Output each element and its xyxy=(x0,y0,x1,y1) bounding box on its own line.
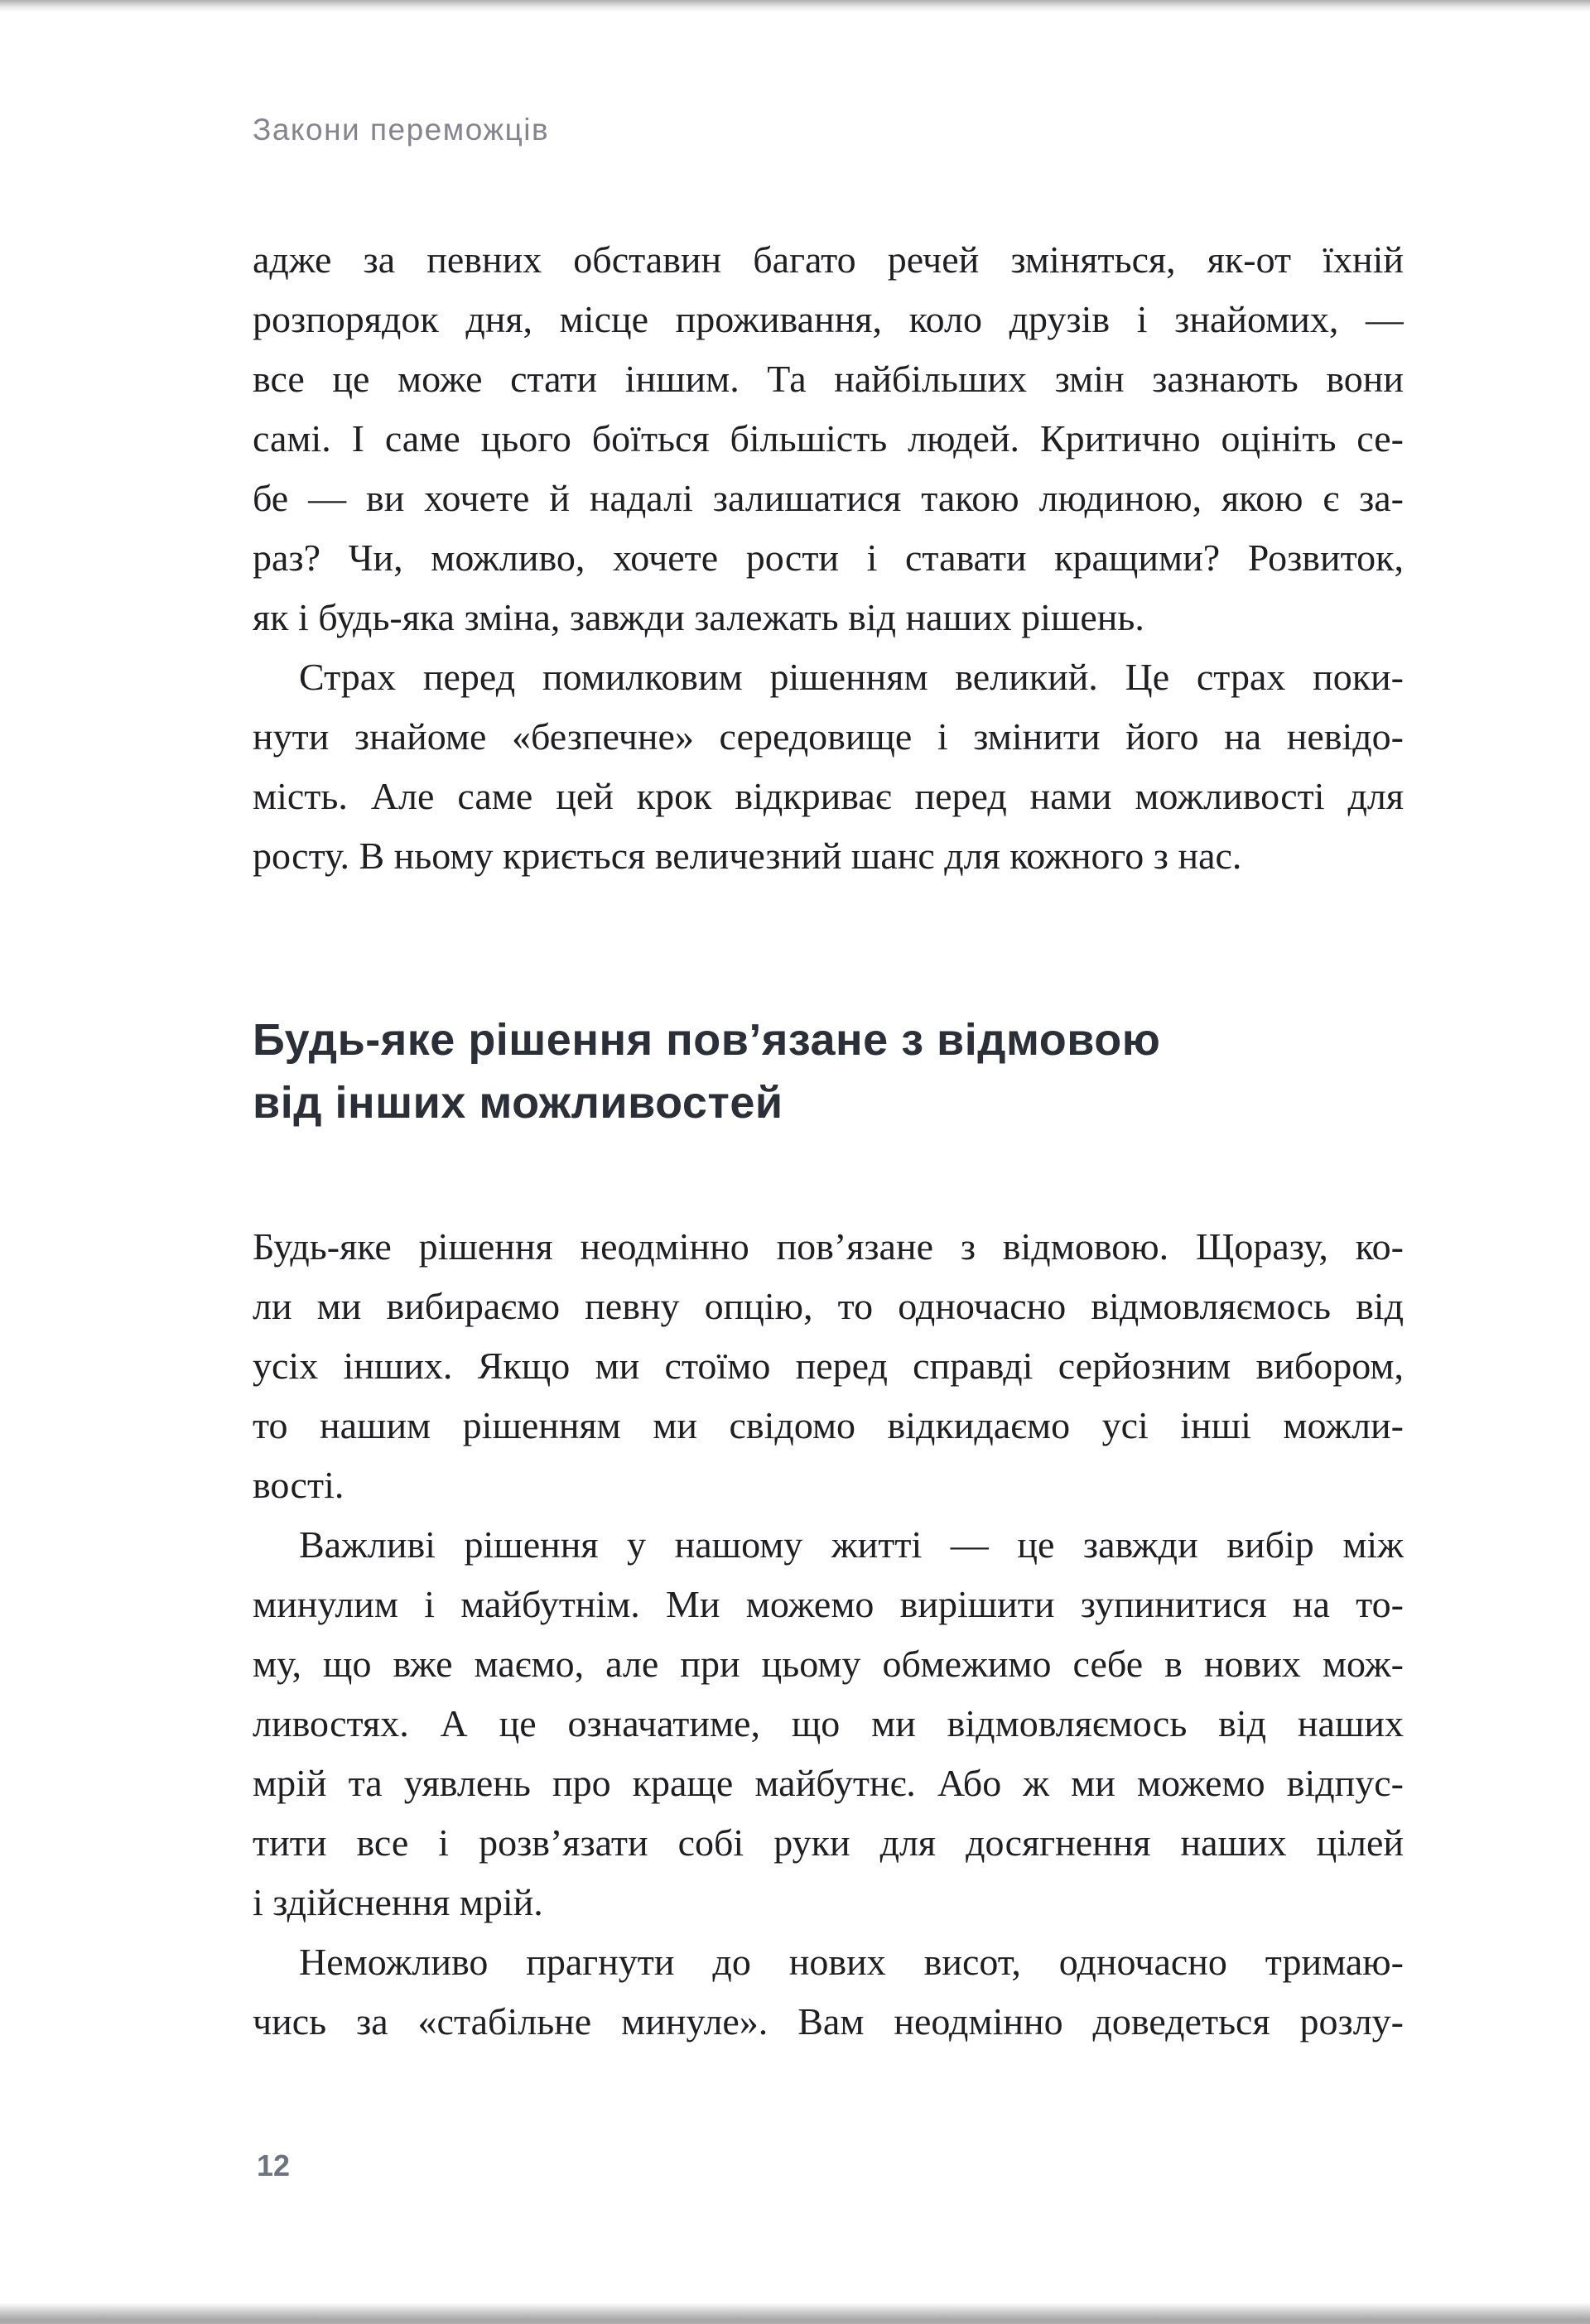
body-line: тити все і розв’язати собі руки для досягнення наших цілей xyxy=(253,1821,1404,1864)
body-line: розпорядок дня, місце проживання, коло друзів і знайомих, — xyxy=(253,298,1404,340)
body-line: вості. xyxy=(253,1464,344,1506)
body-line: ливостях. А це означатиме, що ми відмовляємось від наших xyxy=(253,1702,1404,1744)
body-line: Страх перед помилковим рішенням великий. Це страх поки- xyxy=(299,656,1404,698)
paragraph xyxy=(253,647,1404,886)
body-line: раз? Чи, можливо, хочете рости і ставати кращими? Розвиток, xyxy=(253,536,1404,579)
running-head: Закони переможців xyxy=(253,113,550,147)
paragraph xyxy=(253,1217,1404,1515)
section-heading-line: Будь-яке рішення пов’язане з відмовою xyxy=(253,1015,1161,1065)
top-edge-shadow xyxy=(0,0,1590,12)
page-number: 12 xyxy=(257,2148,291,2182)
body-line: мість. Але саме цей крок відкриває перед нами можливості для xyxy=(253,775,1404,817)
paragraph xyxy=(253,230,1404,647)
body-line: то нашим рішенням ми свідомо відкидаємо усі інші можли- xyxy=(253,1404,1404,1446)
section-heading-line: від інших можливостей xyxy=(253,1078,783,1128)
bottom-edge-shadow xyxy=(0,2302,1590,2324)
body-line: минулим і майбутнім. Ми можемо вирішити зупинитися на то- xyxy=(253,1583,1404,1625)
body-line: Важливі рішення у нашому житті — це завжди вибір між xyxy=(299,1523,1404,1566)
paragraph xyxy=(253,1515,1404,1932)
body-line: все це може стати іншим. Та найбільших змін зазнають вони xyxy=(253,358,1404,400)
body-line: мрій та уявлень про краще майбутнє. Або ж ми можемо відпус- xyxy=(253,1762,1404,1804)
body-line: бе — ви хочете й надалі залишатися такою людиною, якою є за- xyxy=(253,477,1404,519)
paragraph xyxy=(253,1932,1404,2052)
body-line: Будь-яке рішення неодмінно пов’язане з відмовою. Щоразу, ко- xyxy=(253,1225,1404,1268)
body-line: адже за певних обставин багато речей зміняться, як-от їхній xyxy=(253,238,1404,281)
body-line: чись за «стабільне минуле». Вам неодмінно доведеться розлу- xyxy=(253,2000,1404,2043)
body-line: росту. В ньому криється величезний шанс для кожного з нас. xyxy=(253,835,1242,877)
body-line: му, що вже маємо, але при цьому обмежимо себе в нових мож- xyxy=(253,1643,1404,1685)
body-line: ли ми вибираємо певну опцію, то одночасно відмовляємось від xyxy=(253,1285,1404,1327)
body-flow xyxy=(253,230,1404,2052)
body-line: усіх інших. Якщо ми стоїмо перед справді серйозним вибором, xyxy=(253,1345,1404,1387)
body-line: нути знайоме «безпечне» середовище і змінити його на невідо- xyxy=(253,715,1404,758)
body-line: і здійснення мрій. xyxy=(253,1881,543,1923)
body-line: самі. І саме цього боїться більшість людей. Критично оцініть се- xyxy=(253,417,1404,460)
body-line: як і будь-яка зміна, завжди залежать від наших рішень. xyxy=(253,596,1144,638)
section-heading xyxy=(253,1008,1404,1134)
body-line: Неможливо прагнути до нових висот, одночасно тримаю- xyxy=(299,1941,1404,1983)
